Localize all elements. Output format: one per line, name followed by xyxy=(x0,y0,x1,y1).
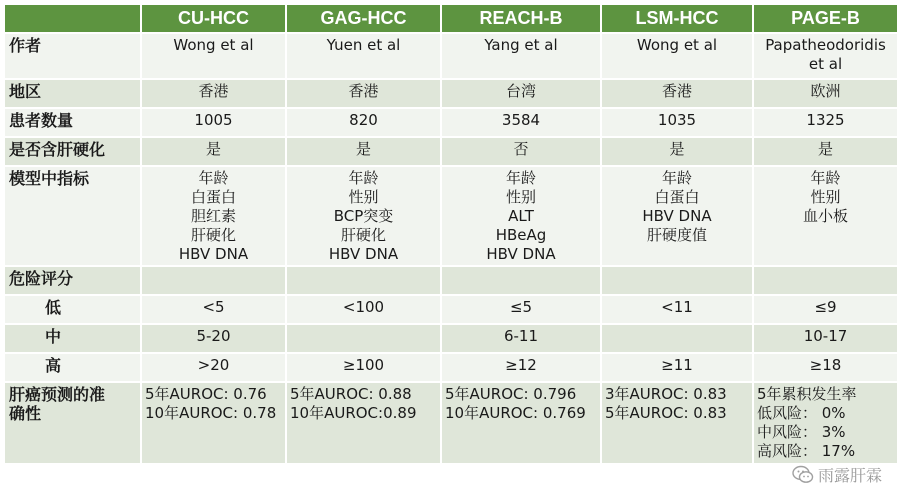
cell-patients-reach-b xyxy=(442,109,600,136)
cell-line: 白蛋白 xyxy=(190,188,236,206)
cell-line: 3584 xyxy=(501,111,541,129)
cell-accuracy-page-b xyxy=(754,383,897,463)
cell-risk-lsm-hcc xyxy=(602,267,752,294)
cell-line: 10-17 xyxy=(803,327,848,345)
cell-author-gag-hcc xyxy=(287,34,440,78)
cell-line: 肝硬度值 xyxy=(646,226,707,244)
cell-line: 年龄 xyxy=(810,169,841,187)
cell-line: 5-20 xyxy=(196,327,231,345)
cell-line: ≥12 xyxy=(505,356,537,374)
cell-line: ≥11 xyxy=(661,356,693,374)
cell-line: 1325 xyxy=(806,111,845,129)
row-label-patients xyxy=(5,109,140,136)
cell-line: 5年累积发生率 xyxy=(757,385,857,403)
cell-line: 是 xyxy=(205,140,221,158)
cell-indicators-lsm-hcc xyxy=(602,167,752,265)
header-lsm-hcc: LSM-HCC xyxy=(602,5,752,32)
cell-patients-gag-hcc xyxy=(287,109,440,136)
cell-line: >20 xyxy=(197,356,230,374)
cell-line: 5年AUROC: 0.796 xyxy=(445,385,577,403)
cell-line: 白蛋白 xyxy=(654,188,700,206)
header-gag-hcc: GAG-HCC xyxy=(287,5,440,32)
cell-line: 香港 xyxy=(348,82,379,100)
header-page-b: PAGE-B xyxy=(754,5,897,32)
cell-patients-lsm-hcc xyxy=(602,109,752,136)
cell-low-page-b xyxy=(754,296,897,323)
cell-high-gag-hcc xyxy=(287,354,440,381)
cell-low-gag-hcc xyxy=(287,296,440,323)
cell-region-lsm-hcc xyxy=(602,80,752,107)
header-corner xyxy=(5,5,140,32)
cell-line: 10年AUROC:0.89 xyxy=(290,404,417,422)
cell-line: et al xyxy=(808,55,843,73)
cell-region-cu-hcc xyxy=(142,80,285,107)
row-indicators xyxy=(5,167,897,265)
cell-high-cu-hcc xyxy=(142,354,285,381)
cell-line: 中风险： 3% xyxy=(757,423,846,441)
cell-high-reach-b xyxy=(442,354,600,381)
cell-line: 否 xyxy=(513,140,529,158)
row-label-line: 是否含肝硬化 xyxy=(9,140,106,159)
row-patients xyxy=(5,109,897,136)
cell-line: ≥100 xyxy=(342,356,385,374)
cell-line: 欧洲 xyxy=(810,82,841,100)
row-label-line: 确性 xyxy=(9,404,42,423)
row-region xyxy=(5,80,897,107)
row-label-line: 危险评分 xyxy=(9,269,74,288)
row-label-region xyxy=(5,80,140,107)
row-label-high xyxy=(5,354,140,381)
cell-accuracy-cu-hcc xyxy=(142,383,285,463)
comparison-table xyxy=(3,3,899,465)
cell-line: Yuen et al xyxy=(326,36,401,54)
cell-line: 年龄 xyxy=(198,169,229,187)
row-label-risk xyxy=(5,267,140,294)
cell-line: 性别 xyxy=(810,188,841,206)
cell-cirrhosis-lsm-hcc xyxy=(602,138,752,165)
cell-mid-page-b xyxy=(754,325,897,352)
row-accuracy xyxy=(5,383,897,463)
cell-line: 6-11 xyxy=(503,327,539,345)
header-reach-b: REACH-B xyxy=(442,5,600,32)
cell-patients-page-b xyxy=(754,109,897,136)
cell-mid-lsm-hcc xyxy=(602,325,752,352)
row-label-mid xyxy=(5,325,140,352)
cell-line: HBV DNA xyxy=(642,207,712,225)
row-label-line: 低 xyxy=(45,298,62,317)
cell-cirrhosis-reach-b xyxy=(442,138,600,165)
cell-line: 10年AUROC: 0.78 xyxy=(145,404,277,422)
row-label-author xyxy=(5,34,140,78)
row-label-line: 地区 xyxy=(9,82,42,101)
cell-line: 10年AUROC: 0.769 xyxy=(445,404,586,422)
cell-line: 5年AUROC: 0.83 xyxy=(605,404,727,422)
cell-region-reach-b xyxy=(442,80,600,107)
cell-indicators-cu-hcc xyxy=(142,167,285,265)
row-low xyxy=(5,296,897,323)
cell-line: 高风险： 17% xyxy=(757,442,856,460)
cell-line: Wong et al xyxy=(636,36,718,54)
cell-line: HBV DNA xyxy=(486,245,556,263)
cell-mid-cu-hcc xyxy=(142,325,285,352)
cell-region-gag-hcc xyxy=(287,80,440,107)
wechat-icon xyxy=(792,465,814,485)
cell-line: 1005 xyxy=(194,111,233,129)
cell-low-reach-b xyxy=(442,296,600,323)
cell-indicators-page-b xyxy=(754,167,897,265)
cell-accuracy-gag-hcc xyxy=(287,383,440,463)
watermark xyxy=(792,463,882,486)
cell-line: <11 xyxy=(661,298,693,316)
row-label-line: 作者 xyxy=(9,36,42,55)
cell-line: 5年AUROC: 0.88 xyxy=(290,385,412,403)
row-label-accuracy xyxy=(5,383,140,463)
cell-low-lsm-hcc xyxy=(602,296,752,323)
cell-line: 香港 xyxy=(661,82,692,100)
cell-line: Papatheodoridis xyxy=(765,36,886,54)
row-high xyxy=(5,354,897,381)
cell-mid-reach-b xyxy=(442,325,600,352)
cell-cirrhosis-gag-hcc xyxy=(287,138,440,165)
cell-indicators-reach-b xyxy=(442,167,600,265)
cell-region-page-b xyxy=(754,80,897,107)
cell-line: 是 xyxy=(669,140,685,158)
cell-line: 年龄 xyxy=(348,169,379,187)
cell-line: 1035 xyxy=(657,111,697,129)
cell-low-cu-hcc xyxy=(142,296,285,323)
row-label-low xyxy=(5,296,140,323)
cell-line: ≤5 xyxy=(509,298,533,316)
cell-line: BCP突变 xyxy=(333,207,394,225)
cell-line: 5年AUROC: 0.76 xyxy=(145,385,267,403)
cell-line: 低风险： 0% xyxy=(757,404,846,422)
cell-line: 年龄 xyxy=(661,169,692,187)
cell-risk-reach-b xyxy=(442,267,600,294)
cell-author-cu-hcc xyxy=(142,34,285,78)
cell-line: HBV DNA xyxy=(328,245,399,263)
cell-line: 3年AUROC: 0.83 xyxy=(605,385,727,403)
cell-line: Yang et al xyxy=(484,36,558,54)
cell-cirrhosis-cu-hcc xyxy=(142,138,285,165)
cell-patients-cu-hcc xyxy=(142,109,285,136)
cell-risk-cu-hcc xyxy=(142,267,285,294)
cell-accuracy-lsm-hcc xyxy=(602,383,752,463)
header-cu-hcc: CU-HCC xyxy=(142,5,285,32)
cell-risk-page-b xyxy=(754,267,897,294)
cell-line: 胆红素 xyxy=(190,207,236,225)
cell-line: 肝硬化 xyxy=(340,226,386,244)
header-row xyxy=(5,5,897,32)
row-label-line: 高 xyxy=(45,356,62,375)
row-author xyxy=(5,34,897,78)
row-cirrhosis xyxy=(5,138,897,165)
cell-accuracy-reach-b xyxy=(442,383,600,463)
cell-risk-gag-hcc xyxy=(287,267,440,294)
cell-high-lsm-hcc xyxy=(602,354,752,381)
cell-line: 肝硬化 xyxy=(190,226,236,244)
row-label-line: 患者数量 xyxy=(9,111,74,130)
cell-line: 性别 xyxy=(505,188,536,206)
row-risk xyxy=(5,267,897,294)
cell-line: HBV DNA xyxy=(178,245,249,263)
cell-author-lsm-hcc xyxy=(602,34,752,78)
cell-line: 台湾 xyxy=(505,82,536,100)
cell-line: 年龄 xyxy=(505,169,536,187)
cell-author-page-b xyxy=(754,34,897,78)
cell-cirrhosis-page-b xyxy=(754,138,897,165)
cell-line: 是 xyxy=(817,140,833,158)
row-mid xyxy=(5,325,897,352)
row-label-cirrhosis xyxy=(5,138,140,165)
cell-line: HBeAg xyxy=(495,226,547,244)
cell-line: <100 xyxy=(342,298,385,316)
cell-line: ≥18 xyxy=(809,356,842,374)
row-label-indicators xyxy=(5,167,140,265)
row-label-line: 模型中指标 xyxy=(9,169,90,188)
cell-high-page-b xyxy=(754,354,897,381)
cell-mid-gag-hcc xyxy=(287,325,440,352)
cell-line: 香港 xyxy=(198,82,229,100)
cell-line: ALT xyxy=(508,207,534,225)
cell-indicators-gag-hcc xyxy=(287,167,440,265)
cell-line: 血小板 xyxy=(802,207,848,225)
row-label-line: 肝癌预测的准 xyxy=(9,385,106,404)
row-label-line: 中 xyxy=(45,327,62,346)
cell-line: Wong et al xyxy=(173,36,254,54)
cell-author-reach-b xyxy=(442,34,600,78)
watermark-text: 雨露肝霖 xyxy=(817,466,882,485)
cell-line: 性别 xyxy=(348,188,379,206)
cell-line: ≤9 xyxy=(814,298,837,316)
cell-line: 是 xyxy=(355,140,371,158)
cell-line: 820 xyxy=(349,111,378,129)
cell-line: <5 xyxy=(202,298,225,316)
